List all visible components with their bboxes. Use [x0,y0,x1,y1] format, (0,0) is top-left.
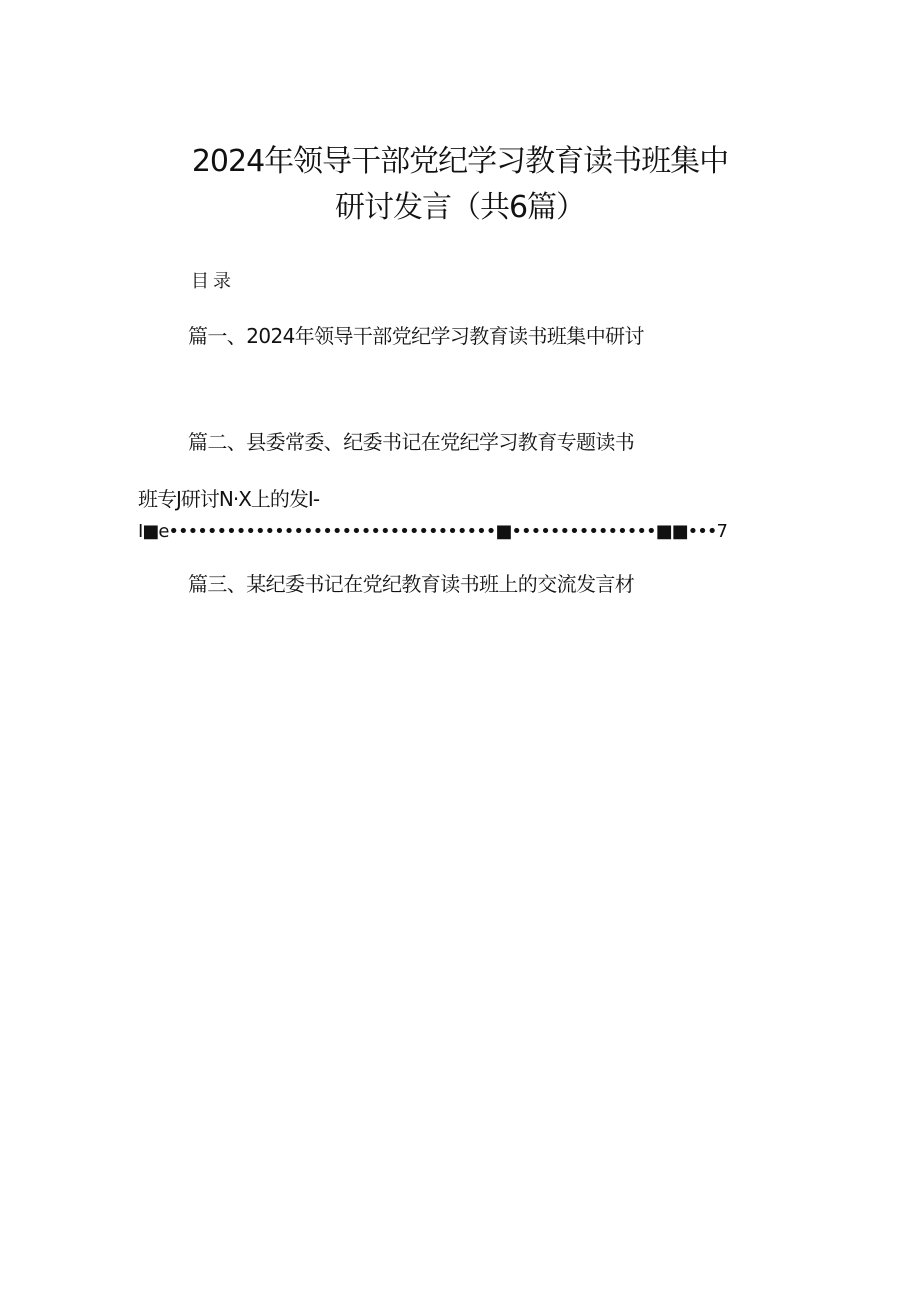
document-title-line-1: 2024年领导干部党纪学习教育读书班集中 [191,144,729,179]
toc-heading: 目录 [191,271,235,292]
toc-entry-2-continuation[interactable]: 班专J研讨N·X上的发I- [138,487,320,511]
toc-entry-2-leader-line[interactable]: I■e••••••••••••••••••••••••••••••••••■•••••••••••••••■■•••7 [138,521,727,542]
document-title-line-2: 研讨发言（共6篇） [334,190,586,225]
toc-entry-2[interactable]: 篇二、县委常委、纪委书记在党纪学习教育专题读书 [188,430,635,454]
toc-entry-3[interactable]: 篇三、某纪委书记在党纪教育读书班上的交流发言材 [188,572,635,596]
toc-entry-1[interactable]: 篇一、2024年领导干部党纪学习教育读书班集中研讨 [188,324,644,348]
